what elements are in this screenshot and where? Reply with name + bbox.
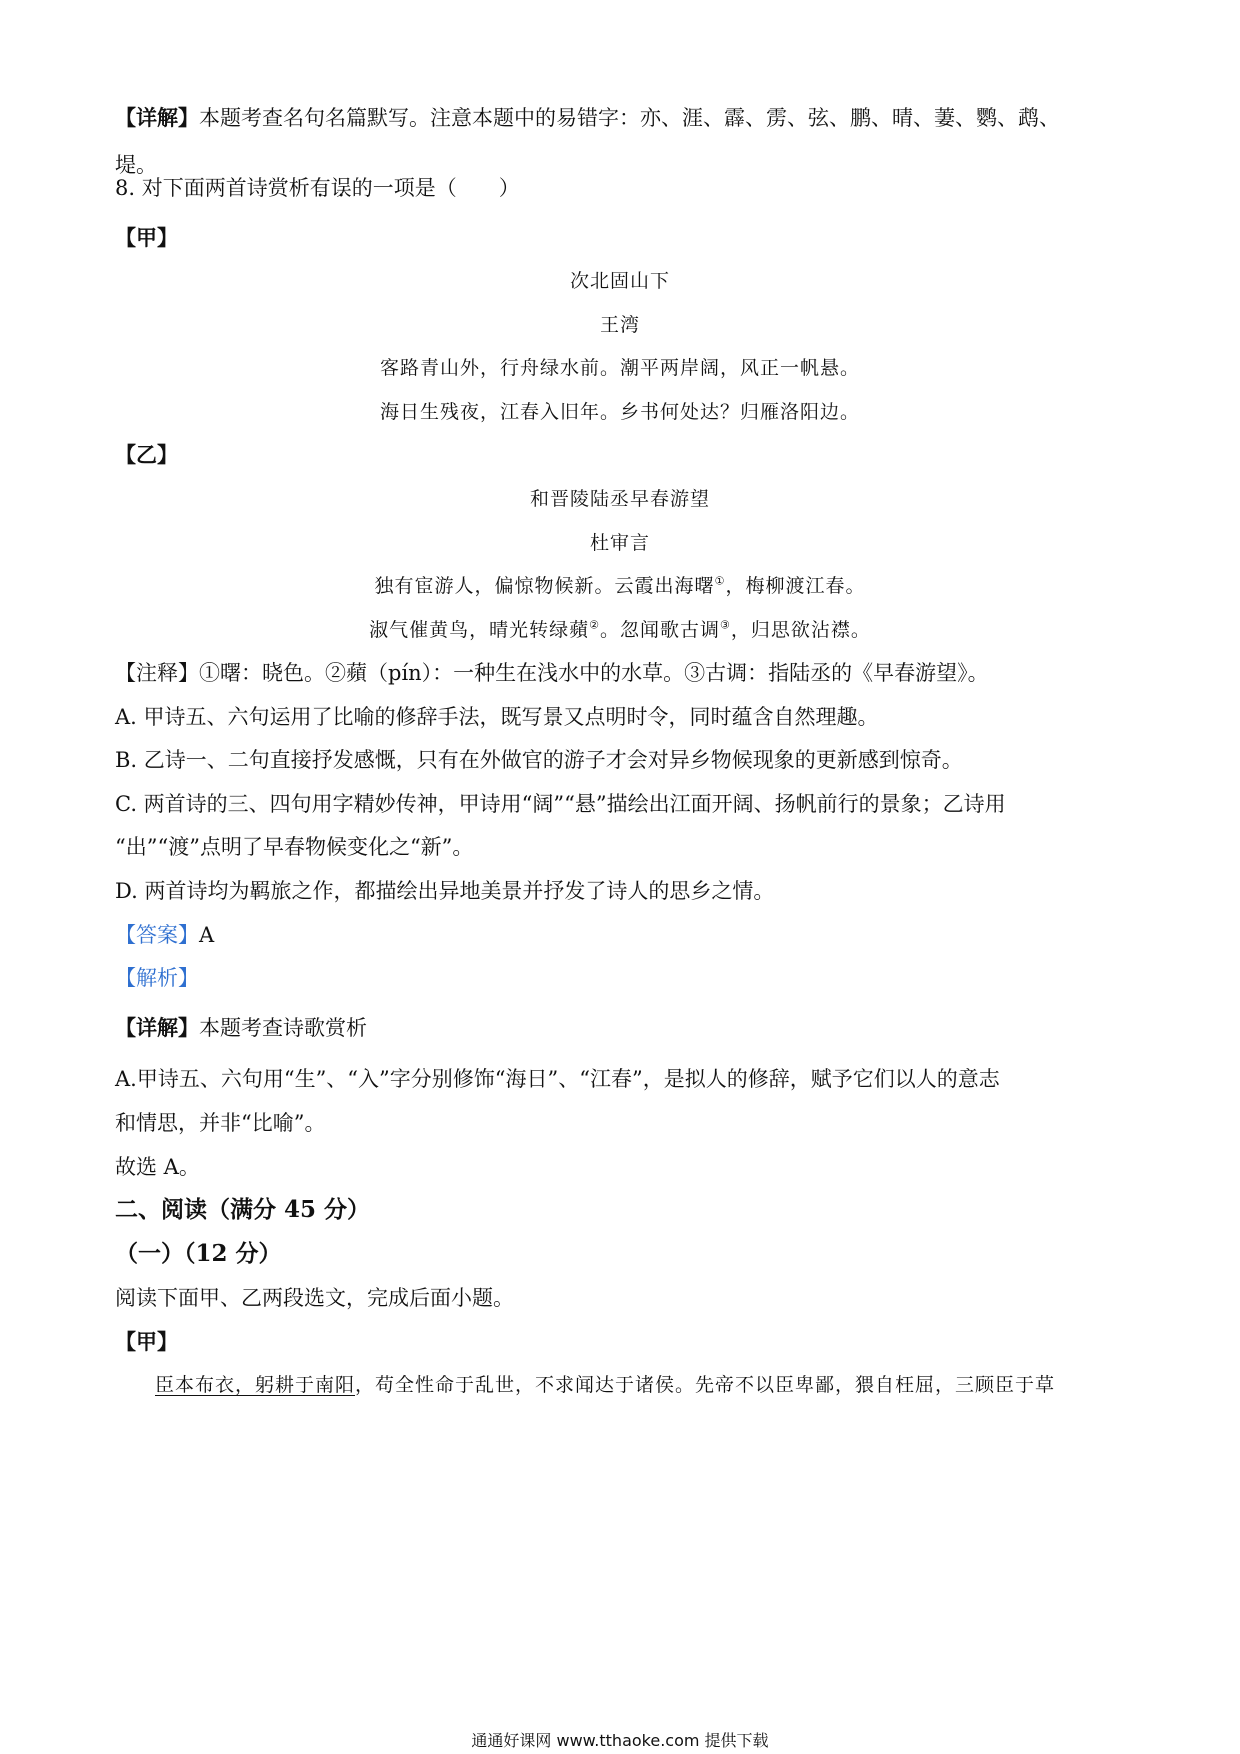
- option-a: A. 甲诗五、六句运用了比喻的修辞手法，既写景又点明时令，同时蕴含自然理趣。: [115, 705, 879, 729]
- option-c-line1: C. 两首诗的三、四句用字精妙传神，甲诗用“阔”“悬”描绘出江面开阔、扬帆前行的景象；乙诗用: [115, 792, 1006, 816]
- option-d: D. 两首诗均为羁旅之作，都描绘出异地美景并抒发了诗人的思乡之情。: [115, 879, 775, 903]
- poem-b-author: 杜审言: [589, 532, 650, 554]
- page-footer: 通通好课网 www.tthaoke.com 提供下载: [471, 1731, 769, 1750]
- detail8-line1: A.甲诗五、六句用“生”、“入”字分别修饰“海日”、“江春”，是拟人的修辞，赋予它们以人的意志: [115, 1067, 1000, 1091]
- detail8-conclusion: 故选 A。: [115, 1155, 200, 1179]
- poem-b-line1: [0, 571, 1240, 601]
- analysis-label: 【解析】: [115, 966, 199, 990]
- section2-subheading: （一）（12 分）: [115, 1240, 282, 1267]
- footnote-marker-2: ②: [589, 618, 600, 632]
- poem-b-line2-text: 淑气催黄鸟，晴光转绿蘋: [369, 619, 590, 641]
- stem-before: 8. 对下面两首诗赏析: [115, 176, 310, 200]
- passage-rest: ，苟全性命于乱世，不求闻达于诸侯。先帝不以臣卑鄙，猥自枉屈，三顾臣于草: [355, 1374, 1056, 1396]
- poem-a-title: 次北固山下: [569, 270, 670, 292]
- passage-a-label: 【甲】: [115, 1329, 178, 1354]
- detail8-text: 本题考查诗歌赏析: [199, 1016, 367, 1040]
- stem-emphasis-1: 有: [309, 176, 331, 200]
- poem-a-line2: 海日生残夜，江春入旧年。乡书何处达？归雁洛阳边。: [379, 401, 860, 423]
- detail8-header: [115, 1013, 367, 1043]
- detail-text: 本题考查名句名篇默写。注意本题中的易错字：亦、涯、霹、雳、弦、鹏、晴、萋、鹦、鹉、: [199, 106, 1060, 130]
- poem-a-label: 【甲】: [115, 225, 178, 250]
- detail8-label: 【详解】: [115, 1015, 199, 1040]
- poem-b-label: 【乙】: [115, 442, 178, 467]
- poem-b-title: 和晋陵陆丞早春游望: [529, 488, 710, 510]
- stem-emphasis-2: 误: [330, 176, 352, 200]
- option-c-line2: “出”“渡”点明了早春物候变化之“新”。: [115, 835, 474, 859]
- poem-b-line1-end: ，梅柳渡江春。: [725, 575, 866, 597]
- section2-heading: 二、阅读（满分 45 分）: [115, 1196, 371, 1223]
- poem-a-author: 王湾: [599, 314, 640, 336]
- detail-label: 【详解】: [115, 105, 199, 130]
- item7-detail-line1: [115, 103, 1060, 133]
- poem-b-line2-end: ，归思欲沾襟。: [730, 619, 871, 641]
- option-b: B. 乙诗一、二句直接抒发感慨，只有在外做官的游子才会对异乡物候现象的更新感到惊奇。: [115, 748, 963, 772]
- poem-b-note: 【注释】①曙：晓色。②蘋（pín）：一种生在浅水中的水草。③古调：指陆丞的《早春游望》。: [115, 661, 989, 685]
- passage-a-text: [155, 1370, 1055, 1400]
- answer-line: [115, 920, 214, 950]
- section2-instruction: 阅读下面甲、乙两段选文，完成后面小题。: [115, 1286, 514, 1310]
- poem-b-line2: [0, 615, 1240, 645]
- poem-b-line1-text: 独有宦游人，偏惊物候新。云霞出海曙: [374, 575, 715, 597]
- item7-detail-line2: 堤。: [115, 153, 157, 177]
- footnote-marker-3: ③: [720, 618, 731, 632]
- answer-value: A: [199, 923, 215, 947]
- passage-underlined: 臣本布衣，躬耕于南阳: [155, 1374, 356, 1396]
- footnote-marker-1: ①: [714, 574, 726, 588]
- detail8-line2: 和情思，并非“比喻”。: [115, 1111, 326, 1135]
- stem-after: 的一项是（ ）: [351, 176, 520, 200]
- question8-stem: [115, 173, 520, 203]
- poem-a-line1: 客路青山外，行舟绿水前。潮平两岸阔，风正一帆悬。: [379, 357, 860, 379]
- answer-label: 【答案】: [115, 923, 199, 947]
- poem-b-line2-mid: 。忽闻歌古调: [599, 619, 720, 641]
